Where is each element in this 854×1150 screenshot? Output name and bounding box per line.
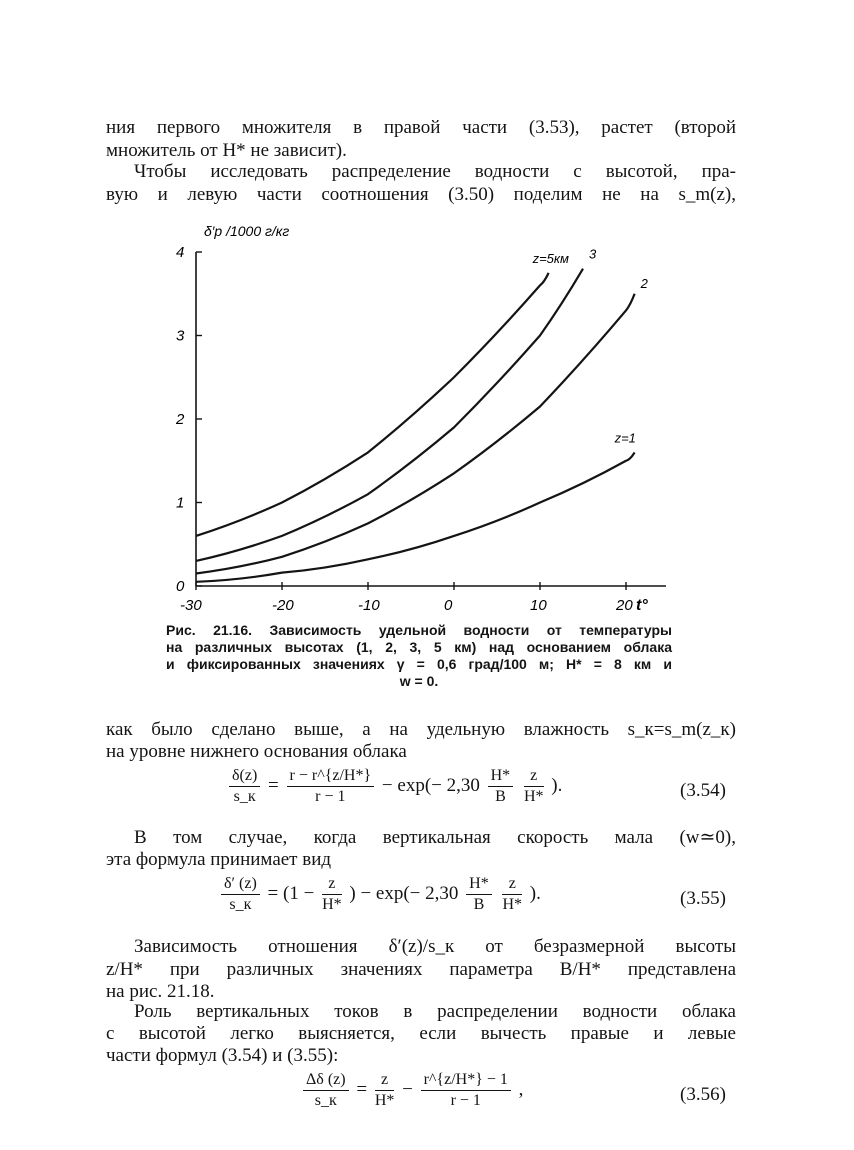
series-label: 2	[640, 275, 648, 291]
x-tick-label: 20	[616, 597, 633, 614]
equation-3-55: $\frac{\delta' (z)}{s\_к}$ = (1 − $\frac{z}{H*}$ ) − exp(− 2,30 $\frac{H*}{B}$ $\frac{z}{H*}$ ).	[218, 874, 541, 915]
series-line	[196, 273, 549, 536]
x-axis-label: t°	[636, 597, 648, 614]
fraction: $\frac{r - r\^{}\{z/H*\}}{r - 1}$	[287, 766, 375, 807]
paragraph-line: В том случае, когда вертикальная скорость мала (w≃0),	[134, 827, 736, 848]
fraction: $\frac{z}{H*}$	[502, 875, 523, 913]
series-label: 3	[589, 246, 597, 262]
paragraph-line: с высотой легко выясняется, если вычесть правые и левые	[106, 1023, 736, 1044]
fraction: $\frac{H*}{B}$	[488, 766, 514, 807]
paragraph-line: на рис. 21.18.	[106, 981, 215, 1002]
series-line	[196, 294, 635, 574]
x-tick-label: -30	[180, 597, 202, 614]
paragraph-line: Роль вертикальных токов в распределении водности облака	[134, 1001, 736, 1022]
paragraph-line: части формул (3.54) и (3.55):	[106, 1045, 339, 1066]
equation-3-54: $\frac{\delta(z)}{s\_к}$ = $\frac{r - r\^{}\{z/H*\}}{r - 1}$ − exp(− 2,30 $\frac{H*}{B}$ $\frac{z}{H*}$ ).	[226, 766, 562, 807]
y-tick-label: 0	[176, 578, 185, 595]
paragraph-line: z/H* при различных значениях параметра B/H* представлена	[106, 959, 736, 980]
equation-number: (3.56)	[680, 1084, 726, 1105]
paragraph-line: ния первого множителя в правой части (3.53), растет (второй	[106, 117, 736, 138]
x-tick-label: -20	[272, 597, 294, 614]
y-tick-label: 2	[176, 411, 185, 428]
caption-line: и фиксированных значениях γ = 0,6 град/100 м; H* = 8 км и	[166, 656, 672, 672]
paragraph-line: на уровне нижнего основания облака	[106, 741, 407, 762]
paragraph-line: вую и левую части соотношения (3.50) поделим не на s_m(z),	[106, 184, 736, 205]
y-tick-label: 4	[176, 244, 185, 261]
x-tick-label: 0	[444, 597, 453, 614]
x-tick-label: -10	[358, 597, 380, 614]
fraction: $\frac{\delta' (z)}{s\_к}$	[221, 874, 260, 915]
y-tick-label: 1	[176, 494, 185, 512]
chart-series	[196, 269, 635, 582]
series-label: z=5км	[532, 250, 569, 266]
caption-line: Рис. 21.16. Зависимость удельной водности от температуры	[166, 622, 672, 638]
fraction: $\frac{z}{H*}$	[523, 767, 544, 805]
fraction: $\frac{H*}{B}$	[466, 874, 492, 915]
series-line	[196, 269, 583, 561]
paragraph-line: множитель от H* не зависит).	[106, 140, 347, 161]
equation-number: (3.54)	[680, 780, 726, 801]
fraction: $\frac{\Delta\delta (z)}{s\_к}$	[303, 1070, 349, 1111]
y-axis-label: δ′p /1000 г/кг	[204, 223, 290, 239]
figure-caption	[166, 622, 672, 690]
series-label: z=1	[614, 430, 636, 446]
fraction: $\frac{\delta(z)}{s\_к}$	[229, 766, 260, 807]
paragraph-line: Зависимость отношения δ′(z)/s_к от безразмерной высоты	[134, 936, 736, 957]
caption-line: w = 0.	[399, 673, 439, 689]
chart-axes	[196, 252, 666, 586]
equation-3-56: $\frac{\Delta\delta (z)}{s\_к}$ = $\frac{z}{H*}$ − $\frac{r\^{}\{z/H*\} - 1}{r - 1}$ ,	[300, 1070, 523, 1111]
fraction: $\frac{r\^{}\{z/H*\} - 1}{r - 1}$	[421, 1070, 511, 1111]
chart-labels	[532, 247, 649, 446]
fraction: $\frac{z}{H*}$	[322, 875, 342, 913]
paragraph-line: эта формула принимает вид	[106, 849, 332, 870]
y-tick-label: 3	[176, 327, 185, 345]
paragraph-line: как было сделано выше, а на удельную влажность s_к=s_m(z_к)	[106, 719, 736, 740]
paragraph-line: Чтобы исследовать распределение водности с высотой, пра-	[134, 161, 736, 182]
fraction: $\frac{z}{H*}$	[374, 1071, 395, 1109]
caption-line: на различных высотах (1, 2, 3, 5 км) над основанием облака	[166, 639, 672, 655]
x-tick-label: 10	[530, 597, 547, 614]
equation-number: (3.55)	[680, 888, 726, 909]
